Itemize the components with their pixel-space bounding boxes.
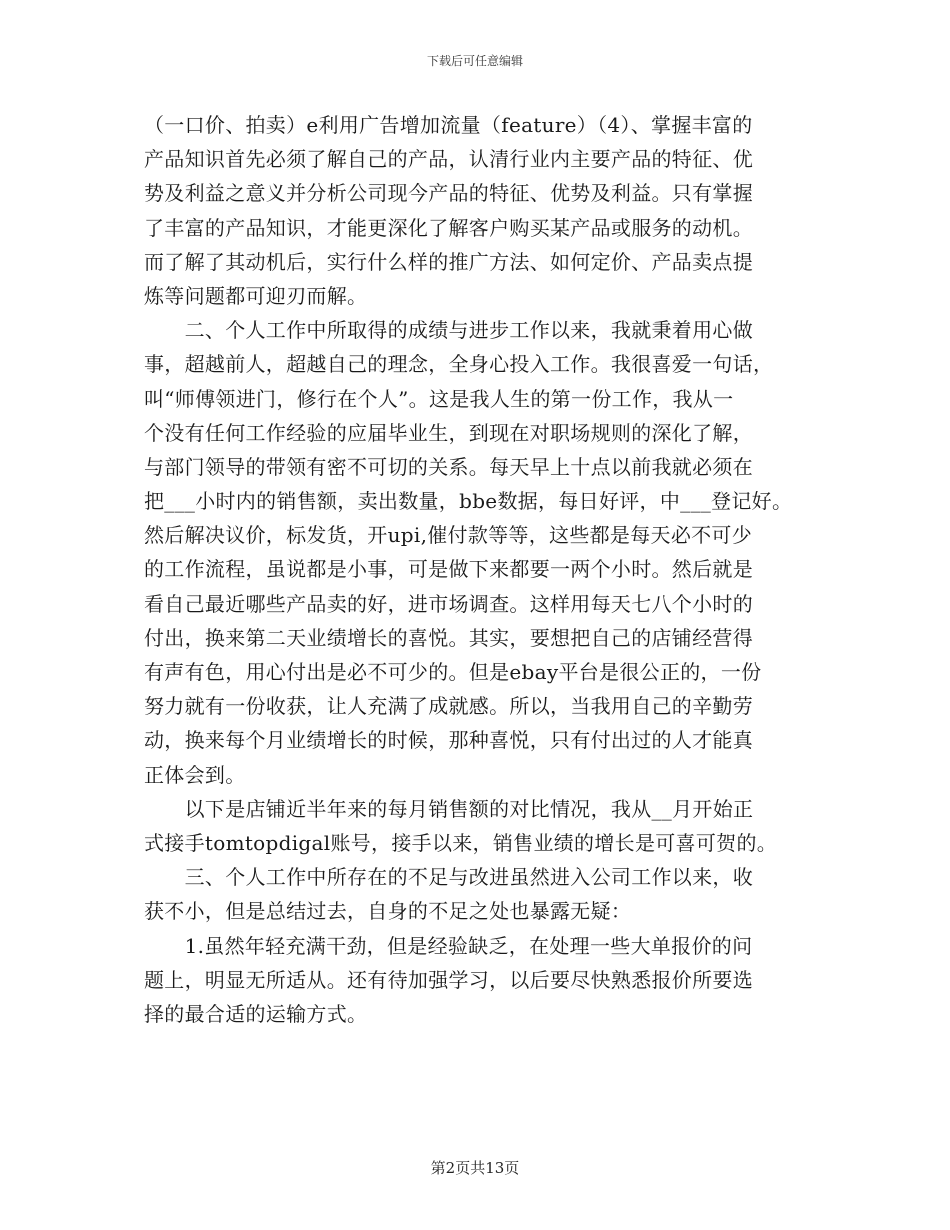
text-line: 二、个人工作中所取得的成绩与进步工作以来，我就秉着用心做 bbox=[144, 318, 753, 343]
text-line: 然后解决议价，标发货，开upi,催付款等等，这些都是每天必不可少 bbox=[144, 523, 753, 548]
text-line: 而了解了其动机后，实行什么样的推广方法、如何定价、产品卖点提 bbox=[144, 249, 753, 274]
text-line: 个没有任何工作经验的应届毕业生，到现在对职场规则的深化了解， bbox=[144, 420, 753, 445]
text-line: 题上，明显无所适从。还有待加强学习，以后要尽快熟悉报价所要选 bbox=[144, 967, 753, 992]
text-line: 1.虽然年轻充满干劲，但是经验缺乏，在处理一些大单报价的问 bbox=[144, 933, 753, 958]
text-line: 与部门领导的带领有密不可切的关系。每天早上十点以前我就必须在 bbox=[144, 454, 753, 479]
text-line: 产品知识首先必须了解自己的产品，认清行业内主要产品的特征、优 bbox=[144, 147, 753, 172]
text-line: 获不小，但是总结过去，自身的不足之处也暴露无疑： bbox=[144, 899, 632, 924]
text-line: 动，换来每个月业绩增长的时候，那种喜悦，只有付出过的人才能真 bbox=[144, 728, 753, 753]
text-line: 看自己最近哪些产品卖的好，进市场调查。这样用每天七八个小时的 bbox=[144, 591, 753, 616]
page-header: 下载后可任意编辑 bbox=[426, 54, 523, 68]
text-line: 付出，换来第二天业绩增长的喜悦。其实，要想把自己的店铺经营得 bbox=[144, 625, 753, 650]
text-line: 正体会到。 bbox=[144, 762, 246, 787]
text-line: 事，超越前人，超越自己的理念，全身心投入工作。我很喜爱一句话， bbox=[144, 352, 774, 377]
text-line: 式接手tomtopdigal账号，接手以来，销售业绩的增长是可喜可贺的。 bbox=[144, 830, 778, 855]
text-line: 叫“师傅领进门，修行在个人”。这是我人生的第一份工作，我从一 bbox=[144, 386, 734, 411]
text-line: 势及利益之意义并分析公司现今产品的特征、优势及利益。只有掌握 bbox=[144, 181, 753, 206]
text-line: 努力就有一份收获，让人充满了成就感。所以，当我用自己的辛勤劳 bbox=[144, 694, 753, 719]
text-line: 有声有色，用心付出是必不可少的。但是ebay平台是很公正的，一份 bbox=[144, 660, 762, 684]
text-line: 了丰富的产品知识，才能更深化了解客户购买某产品或服务的动机。 bbox=[144, 215, 753, 240]
text-line: 以下是店铺近半年来的每月销售额的对比情况，我从__月开始正 bbox=[144, 796, 754, 821]
text-line: 三、个人工作中所存在的不足与改进虽然进入公司工作以来，收 bbox=[144, 865, 753, 890]
text-line: （一口价、拍卖）e利用广告增加流量（feature）（4）、掌握丰富的 bbox=[144, 113, 753, 137]
page-footer: 第2页共13页 bbox=[430, 1159, 520, 1177]
text-line: 把___小时内的销售额，卖出数量，bbe数据，每日好评，中___登记好。 bbox=[144, 489, 793, 514]
text-line: 的工作流程，虽说都是小事，可是做下来都要一两个小时。然后就是 bbox=[144, 557, 753, 582]
text-line: 炼等问题都可迎刃而解。 bbox=[144, 283, 368, 308]
document-body bbox=[144, 108, 834, 1031]
text-line: 择的最合适的运输方式。 bbox=[144, 1001, 368, 1026]
